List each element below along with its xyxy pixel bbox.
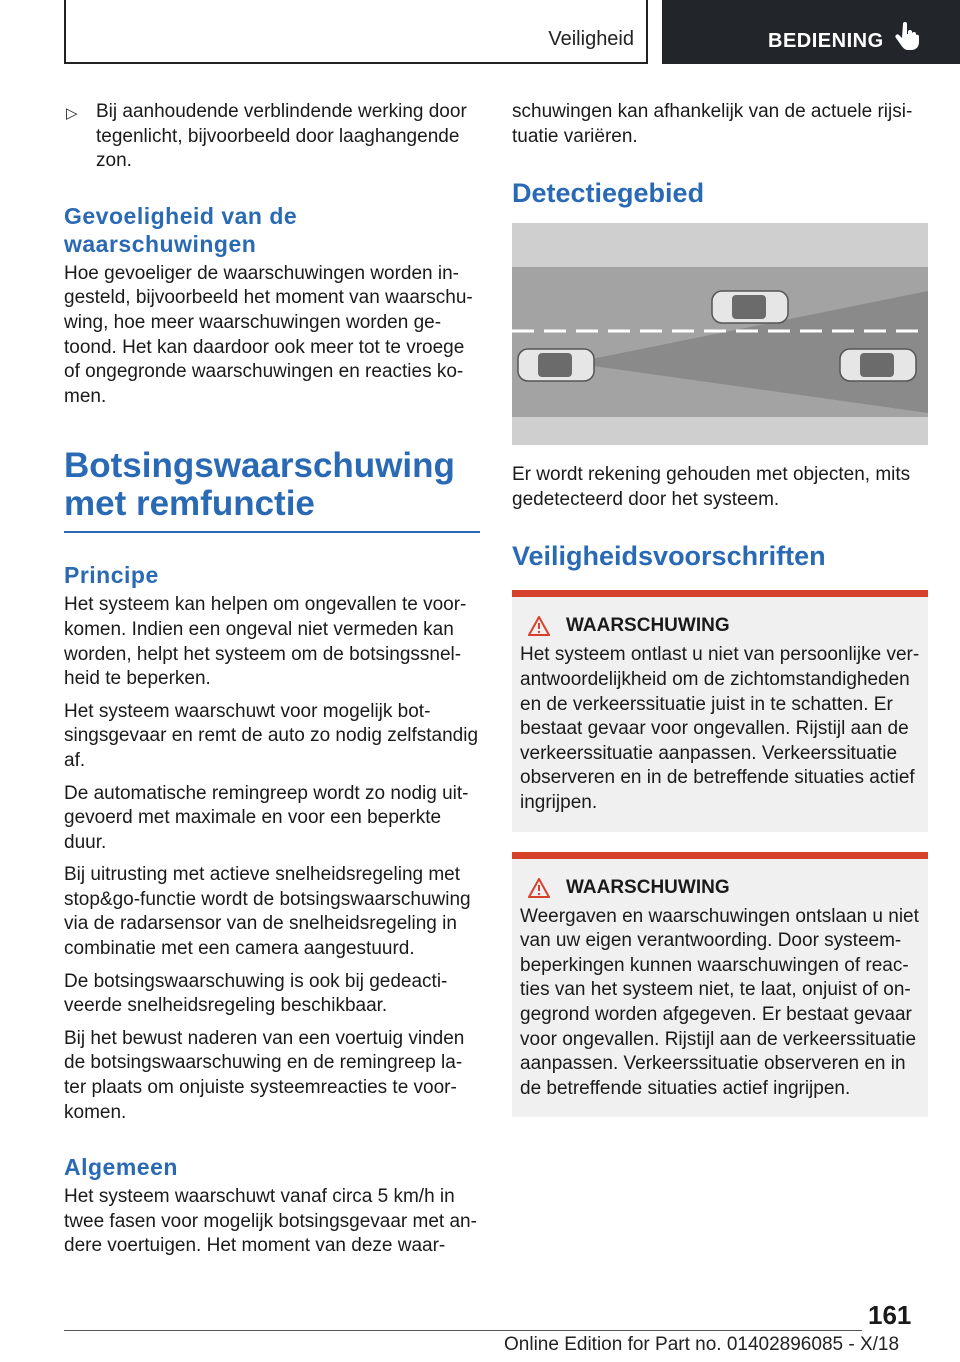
paragraph-detectie: Er wordt rekening gehouden met objecten, mits gedetecteerd door het systeem. (512, 464, 911, 510)
header-chapter-title: BEDIENING (768, 30, 884, 52)
page-number: 161 (868, 1300, 912, 1330)
warning-text-1: Het systeem ontlast u niet van persoonlijke ver-antwoordelijkheid om de zichtomstandigheden en de verkeerssituatie juist in te schatten. Er bestaat gevaar voor ongevallen. Rijstijl aan de verkeerssituatie aanpassen. Verkeerssituatie observeren en in de betreffende situaties actief ingrijpen. (520, 644, 920, 813)
paragraph-principe-1: Het systeem kan helpen om ongevallen te voor-komen. Indien een ongeval niet vermeden kan worden, helpt het systeem om de botsingssnel-heid te beperken. (64, 594, 467, 690)
paragraph-principe-2: Het systeem waarschuwt voor mogelijk bot-singsgevaar en remt de auto zo nodig zelfstandig af. (64, 700, 479, 771)
warning-triangle-icon (528, 878, 550, 898)
header-chapter-box (662, 0, 960, 64)
heading-principe: Principe (64, 562, 159, 589)
paragraph-principe-4: Bij uitrusting met actieve snelheidsregeling met stop&go-functie wordt de botsingswaarschuwing via de radarsensor van de snelheidsregeling in combinatie met een camera aangestuurd. (64, 864, 471, 960)
heading-algemeen: Algemeen (64, 1154, 178, 1181)
right-column (512, 100, 928, 1137)
warning-triangle-icon (528, 616, 550, 636)
heading-gevoeligheid: Gevoeligheid van de waarschuwingen (64, 202, 298, 257)
hand-pointer-icon (894, 22, 920, 52)
paragraph-gevoeligheid: Hoe gevoeliger de waarschuwingen worden in-gesteld, bijvoorbeeld het moment van waarschu-wing, hoe meer waarschuwingen worden ge-toond. Het kan daardoor ook meer tot te vroege of ongegronde waarschuwingen en reacties ko-men. (64, 262, 473, 407)
footer-divider (64, 1330, 862, 1331)
warning-box-1 (512, 590, 928, 831)
warning-title-1: WAARSCHUWING (566, 615, 730, 637)
main-heading: Botsingswaarschuwing met remfunctie (64, 446, 455, 524)
warning-box-2 (512, 852, 928, 1118)
bullet-item (64, 100, 480, 174)
paragraph-principe-6: Bij het bewust naderen van een voertuig vinden de botsingswaarschuwing en de remingreep la-ter plaats om onjuiste systeemreacties te voor-komen. (64, 1027, 465, 1123)
car-ahead-left-lane-icon (712, 291, 788, 323)
footer-edition-text: Online Edition for Part no. 01402896085 - X/18 (504, 1334, 900, 1355)
detection-area-illustration (512, 223, 928, 445)
warning-text-2: Weergaven en waarschuwingen ontslaan u niet van uw eigen verantwoording. Door systeem-beperkingen kunnen waarschuwingen of reac-ties van het systeem niet, te laat, onjuist of on-gegrond worden afgegeven. Er bestaat gevaar voor ongevallen. Rijstijl aan de verkeerssituatie aanpassen. Verkeerssituatie observeren en in de betreffende situaties actief ingrijpen. (520, 905, 919, 1099)
bullet-text: Bij aanhoudende verblindende werking door tegenlicht, bijvoorbeeld door laaghangende zon. (96, 101, 467, 172)
main-heading-wrap (64, 447, 480, 533)
paragraph-principe-3: De automatische remingreep wordt zo nodig uit-gevoerd met maximale en voor een beperkte duur. (64, 782, 469, 853)
header-section-title: Veiligheid (548, 28, 634, 50)
triangle-bullet-icon: ▷ (66, 105, 78, 122)
header-section-box (64, 0, 648, 64)
paragraph-algemeen: Het systeem waarschuwt vanaf circa 5 km/h in twee fasen voor mogelijk botsingsgevaar met an-dere voertuigen. Het moment van deze waar- (64, 1186, 477, 1257)
heading-veiligheidsvoorschriften: Veiligheidsvoorschriften (512, 541, 826, 572)
car-ahead-same-lane-icon (840, 349, 916, 381)
left-column (64, 100, 480, 1267)
heading-detectiegebied: Detectiegebied (512, 178, 705, 209)
detection-area-figure (512, 223, 928, 445)
paragraph-principe-5: De botsingswaarschuwing is ook bij gedeacti-veerde snelheidsregeling beschikbaar. (64, 970, 448, 1017)
warning-title-2: WAARSCHUWING (566, 876, 730, 898)
paragraph-continued: schuwingen kan afhankelijk van de actuele rijsi-tuatie variëren. (512, 101, 913, 147)
car-ego-icon (518, 349, 594, 381)
